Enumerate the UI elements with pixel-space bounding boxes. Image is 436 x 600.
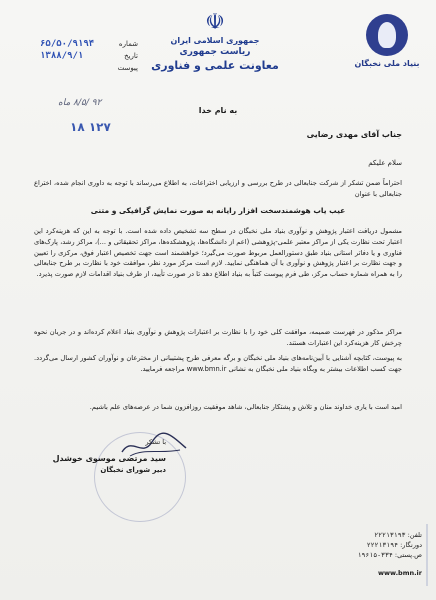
- attachment-label: پیوست: [117, 64, 138, 72]
- deputy-line: معاونت علمی و فناوری: [151, 59, 279, 72]
- pobox-value: ۱۹۶۱۵-۳۳۴: [357, 551, 393, 559]
- signature-thanks: با تشکر: [145, 438, 166, 446]
- country-line: جمهوری اسلامی ایران: [170, 36, 260, 45]
- org-logo: [354, 14, 420, 68]
- presidency-line: ریاست جمهوری: [179, 47, 251, 57]
- paragraph-credit: مشمول دریافت اعتبار پژوهش و نوآوری بنیاد ملی نخبگان در سطح سه تشخیص داده شده است. با توجه به این که هزینه‌کرد این اعتبار تحت نظارت یکی از مراکز معتبر علمی-پژوهشی (اعم از دانشگاه‌ها، پژوهشکده‌ها، مراکز تحقیقاتی و ...)، مراکز رشد، پارک‌های فناوری و یا دفاتر استانی بنیاد طبق دستورالعمل مربوط صورت می‌گیرد؛ خواهشمند است جهت تخصیص اعتبار فوق، مرکزی را تعیین و جهت نظارت بر اعتبار پژوهش و نوآوری با آن هماهنگی نمایید. لازم است مرکز مورد نظر، موافقت خود با نظارت بر طرح جنابعالی را به همراه شماره حساب مرکز، طی فرم پیوست کتباً به بنیاد اطلاع دهد تا در صورت تأیید، از طرف بنیاد اقدامات لازم صورت پذیرد.: [34, 227, 402, 279]
- phone-label: تلفن:: [407, 531, 422, 539]
- website[interactable]: www.bmn.ir: [377, 569, 422, 577]
- signer-role: دبیر شورای نخبگان: [100, 466, 166, 474]
- signature-block: [46, 438, 166, 474]
- paragraph-intro: احتراماً ضمن تشکر از شرکت جنابعالی در طرح بررسی و ارزیابی اختراعات، به اطلاع می‌رساند با توجه به داوری انجام شده، اختراع جنابعالی با عنوان: [34, 179, 402, 198]
- iran-emblem-icon: ☫: [205, 10, 225, 35]
- fax-label: دورنگار:: [400, 541, 422, 549]
- letter-meta: [40, 38, 138, 74]
- date-row: [40, 50, 138, 62]
- letterhead-center: [150, 12, 280, 72]
- bismillah: به نام خدا: [198, 106, 238, 115]
- org-name: بنیاد ملی نخبگان: [354, 59, 420, 68]
- handwritten-note: ۹۲ /۸/۵ ماه: [58, 98, 102, 108]
- date-label: تاریخ: [124, 52, 138, 60]
- paragraph-attachment: به پیوست، کتابچه آشنایی با آیین‌نامه‌های بنیاد ملی نخبگان و برگه معرفی طرح پشتیبانی از مخترعان و نوآوران کشور ارسال می‌گردد. جهت کسب اطلاعات بیشتر به وبگاه بنیاد ملی نخبگان به نشانی www.bmn.ir مراجعه فرمایید.: [34, 354, 402, 373]
- footer-divider: [426, 524, 428, 586]
- phone-value: ۲۲۲۱۳۱۹۳: [374, 531, 406, 539]
- greeting: سلام علیکم: [368, 159, 402, 167]
- pobox-label: ص.پستی:: [394, 551, 422, 559]
- invention-subject: عیب یاب هوشمندسخت افزار رایانه به صورت نمایش گرافیکی و متنی: [90, 206, 346, 215]
- attachment-row: [40, 62, 138, 74]
- elite-foundation-emblem-icon: [366, 14, 408, 56]
- signer-name: سید مرتضی موسوی خوشدل: [52, 454, 166, 463]
- date-value: ۱۳۸۸/۹/۱: [40, 51, 84, 61]
- fax-value: ۲۲۲۱۳۱۹۴: [366, 541, 399, 549]
- contact-block: [312, 530, 422, 578]
- number-value: ۶۵/۵۰/۹۱۹۴: [40, 39, 95, 49]
- recipient: جناب آقای مهدی رضایی: [306, 130, 402, 139]
- register-number: ۱۲۷ ۱۸: [70, 120, 111, 134]
- number-row: [40, 38, 138, 50]
- fax-row: [312, 540, 422, 550]
- paragraph-closing: امید است با یاری خداوند منان و تلاش و پشتکار جنابعالی، شاهد موفقیت روزافزون شما در عرصه‌های علم باشیم.: [89, 403, 402, 411]
- phone-row: [312, 530, 422, 540]
- paragraph-centers: مراکز مذکور در فهرست ضمیمه، موافقت کلی خود را با نظارت بر اعتبارات پژوهش و نوآوری بنیاد اعلام کرده‌اند و در جریان نحوه چرخش کار هزینه‌کرد این اعتبارات هستند.: [34, 328, 402, 347]
- pobox-row: [312, 550, 422, 560]
- number-label: شماره: [118, 40, 138, 48]
